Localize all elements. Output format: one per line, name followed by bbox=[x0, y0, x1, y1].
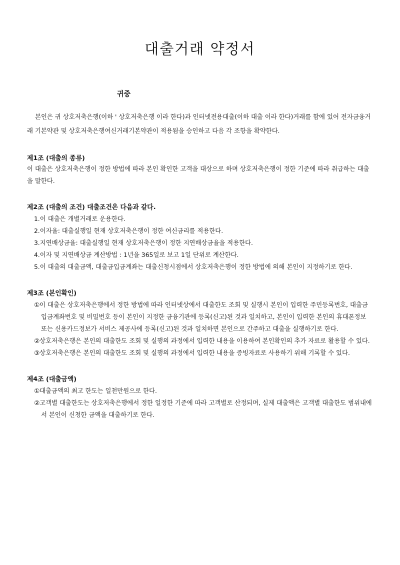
article-items bbox=[27, 386, 373, 422]
article-1 bbox=[27, 153, 373, 188]
article-heading: 제2조 (대출의 조건) 대출조건은 다음과 같다. bbox=[27, 203, 156, 211]
article-2 bbox=[27, 202, 373, 274]
list-item: ②상호저축은행은 본인의 대출한도 조회 및 실행의 과정에서 입력한 내용을 이용하여 본인확인의 추가 자료로 활용할 수 있다. bbox=[34, 338, 370, 345]
list-item: 1.이 대출은 개별거래로 운용한다. bbox=[34, 216, 126, 223]
article-3 bbox=[27, 288, 373, 360]
article-heading: 제3조 (본인확인) bbox=[27, 289, 77, 297]
list-item: 3.지연배상금율: 대출실행일 현재 상호저축은행이 정한 지연배상금율을 적용한다. bbox=[34, 240, 253, 247]
document-title: 대출거래 약정서 bbox=[144, 42, 256, 58]
article-items bbox=[27, 300, 373, 360]
list-item: 5.이 대출의 대출금액, 대출금입금계좌는 대출신청시점에서 상호저축은행이 정한 방법에 의해 본인이 지정하기로 한다. bbox=[34, 264, 353, 271]
article-body: 이 대출은 상호저축은행이 정한 방법에 따라 본인 확인한 고객을 대상으로 하며 상호저축은행이 정한 기준에 따라 취급하는 대출을 말한다. bbox=[27, 166, 370, 185]
list-item: ①대출금액의 최고 한도는 일천만원으로 한다. bbox=[34, 388, 157, 395]
list-item: ①이 대출은 상호저축은행에서 정한 방법에 따라 인터넷상에서 대출한도 조회 및 실행시 본인이 입력한 주민등록번호, 대출금입금계좌번호 및 비밀번호 등이 본인이 지정한 금융기관에 등록(신고)된 것과 일치하고, 본인이 입력한 본인의 휴대폰정보 또는 신용카드정보가 서비스 제공사에 등록(신고)된 것과 일치하면 본인으로 간주하고 대출을 실행하기로 한다. bbox=[34, 302, 368, 333]
list-item: 4.이자 및 지연배상금 계산방법 : 1년을 365일로 보고 1일 단위로 계산한다. bbox=[34, 252, 239, 259]
list-item: 2.이자율: 대출실행일 현재 상호저축은행이 정한 여신금리를 적용한다. bbox=[34, 228, 224, 235]
intro-paragraph: 본인은 귀 상호저축은행(이하 ' 상호저축은행 이라 한다)과 인터넷전용대출(이하 대출 이라 한다)거래를 함에 있어 전자금융거래 기본약관 및 상호저축은행여신거래기본약관이 적용됨을 승인하고 다음 각 조항을 확약한다. bbox=[27, 114, 371, 135]
article-4 bbox=[27, 374, 373, 422]
article-heading: 제1조 (대출의 종류) bbox=[27, 154, 85, 162]
list-item: ③상호저축은행은 본인의 대출한도 조회 및 실행의 과정에서 입력한 내용을 증빙자료로 사용하기 위해 기록할 수 있다. bbox=[34, 350, 350, 357]
article-heading: 제4조 (대출금액) bbox=[27, 375, 77, 383]
recipient-label: 귀중 bbox=[117, 90, 131, 98]
list-item: ②고객별 대출한도는 상호저축은행에서 정한 일정한 기준에 따라 고객별로 산정되며, 실제 대출액은 고객별 대출한도 범위내에서 본인이 신청한 금액을 대출하기로 한다. bbox=[34, 400, 372, 419]
article-items bbox=[27, 214, 373, 274]
